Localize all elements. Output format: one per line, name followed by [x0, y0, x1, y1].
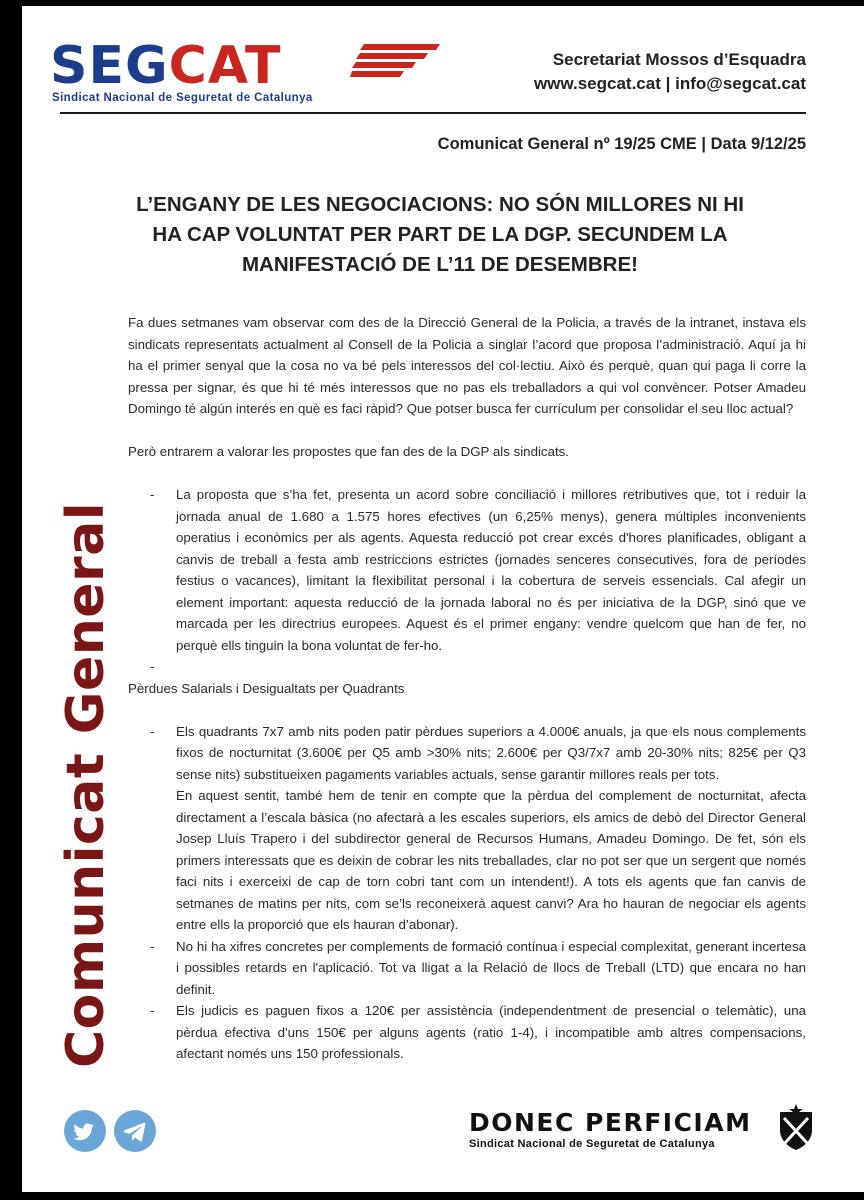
- bullet-dash: -: [150, 1003, 155, 1018]
- bullet-dash: -: [150, 659, 155, 674]
- scan-border-left: [0, 0, 22, 1200]
- segcat-logo: [50, 36, 390, 104]
- contact-line: [534, 72, 806, 96]
- bullet-dash: -: [150, 938, 155, 954]
- communique-date: Data 9/12/25: [710, 135, 806, 153]
- logo-stripes-icon: [350, 44, 440, 88]
- document-body: [128, 312, 806, 1065]
- footer-motto: DONEC PERFICIAM: [469, 1108, 752, 1137]
- list-item: [128, 1000, 806, 1065]
- bullet-continuation: En aquest sentit, també hem de tenir en compte que la pèrdua del complement de nocturnitat, afecta directament a l’escala bàsica (no afectarà a les escales superiors, els amics de debò del Director General Josep Lluís Trapero i del subdirector general de Recursos Humans, Amadeu Domingo. De fet, són els primers interessats que es deixin de cobrar les nits treballades, clar no pot ser que un sergent que només faci nits i exerceixi de cap de torn cobri tant com un intendent!). A tots els agents que fan canvis de setmanes de matins per nits, com se’ls reconeixerà aquest canvi? Ara ho hauran de negociar els agents entre ells la proporció que els hauran d’abonar).: [176, 788, 806, 932]
- footer-logo: [469, 1104, 814, 1160]
- intro-paragraph: Fa dues setmanes vam observar com des de la Direcció General de la Policia, a través de la intranet, instava els sindicats representats actualment al Consell de la Policia a singlar l’acord que proposa l’administració. Aquí ja hi ha el primer senyal que la cosa no va bé pels interessos del col·lectiu. Això és perquè, quan qui paga li corre la pressa per signar, és que hi té més interessos que no pas els treballadors a qui vol convèncer. Potser Amadeu Domingo té algún interés en què es faci ràpid? Que potser busca fer currículum per consolidar el seu lloc actual?: [128, 315, 806, 416]
- logo-word-cat: CAT: [168, 36, 282, 96]
- side-label: Comunicat General: [56, 501, 116, 1068]
- bullet-text: No hi ha xifres concretes per complements de formació contínua i especial complexitat, generant incertesa i possibles retards en l'aplicació. Tot va lligat a la Relació de llocs de Treball (LTD) que encara no han definit.: [176, 938, 806, 997]
- twitter-icon: [64, 1110, 106, 1152]
- bullet-dash: -: [150, 487, 155, 502]
- bullet-text: Els judicis es paguen fixos a 120€ per assistència (independentment de presencial o telemàtic), una pèrdua efectiva d'uns 150€ per alguns agents (ratio 1-4), i incompatible amb altres compensacions, afectant només uns 150 professionals.: [176, 1003, 806, 1061]
- secretariat-label: Secretariat Mossos d’Esquadra: [552, 50, 806, 69]
- website-link[interactable]: www.segcat.cat: [533, 74, 661, 93]
- bullet-text: La proposta que s’ha fet, presenta un acord sobre conciliació i millores retributives que, tot i reduir la jornada anual de 1.680 a 1.575 hores efectives (un 6,25% menys), genera múltiples inconvenients operatius i econòmics per als agents. Aquesta reducció pot crear excés d'hores planificades, obligant a canvis de treball a festa amb restriccions estrictes (jornades senceres consecutives, fora de períodes festius o vacances), limitant la flexibilitat personal i la cobertura de serveis essencials. Cal afegir un element important: aquesta reducció de la jornada laboral no és per iniciativa de la DGP, sinó que ve marcada per les directrius europees. Aquest és el primer engany: vendre quelcom que han de fer, no perquè ells tinguin la bona voluntat de fer-ho.: [176, 487, 806, 653]
- list-item: [128, 721, 806, 936]
- logo-word-seg: SEG: [50, 36, 169, 96]
- email-link[interactable]: info@segcat.cat: [675, 74, 806, 93]
- header-rule: [60, 112, 806, 114]
- telegram-link[interactable]: [114, 1110, 156, 1152]
- lead-paragraph: Però entrarem a valorar les propostes que fan des de la DGP als sindicats.: [128, 444, 569, 459]
- contact-separator: |: [665, 74, 671, 93]
- bullet-dash: -: [150, 723, 155, 739]
- list-item-empty: [128, 656, 806, 678]
- communique-line: [438, 135, 806, 154]
- twitter-link[interactable]: [64, 1110, 106, 1152]
- bullet-text: Els quadrants 7x7 amb nits poden patir pèrdues superiors a 4.000€ anuals, ja que els nous complements fixos de nocturnitat (3.600€ per Q5 amb >30% nits; 2.600€ per Q3/7x7 amb 20-30% nits; 825€ per Q3 sense nits) substitueixen pagaments variables actuals, sense garantir millores reals per tots.: [176, 723, 806, 782]
- logo-wordmark: [50, 36, 282, 96]
- communique-separator: |: [701, 135, 706, 153]
- scan-border-top: [0, 0, 864, 6]
- list-item: [128, 936, 806, 1001]
- section-heading: Pèrdues Salarials i Desigualtats per Quadrants: [128, 680, 405, 696]
- telegram-icon: [114, 1110, 156, 1152]
- footer-tagline: Sindicat Nacional de Seguretat de Catalunya: [469, 1138, 715, 1150]
- communique-number: Comunicat General nº 19/25 CME: [437, 135, 697, 153]
- document-title: L’ENGANY DE LES NEGOCIACIONS: NO SÓN MILLORES NI HI HA CAP VOLUNTAT PER PART DE LA DGP. SECUNDEM LA MANIFESTACIÓ DE L’11 DE DESEMBRE!: [136, 193, 744, 276]
- logo-tagline: Sindicat Nacional de Seguretat de Catalunya: [52, 92, 313, 104]
- shield-icon: [778, 1104, 814, 1152]
- scan-border-bottom: [0, 1192, 864, 1200]
- list-item: [128, 484, 806, 656]
- header-contact: [534, 48, 806, 96]
